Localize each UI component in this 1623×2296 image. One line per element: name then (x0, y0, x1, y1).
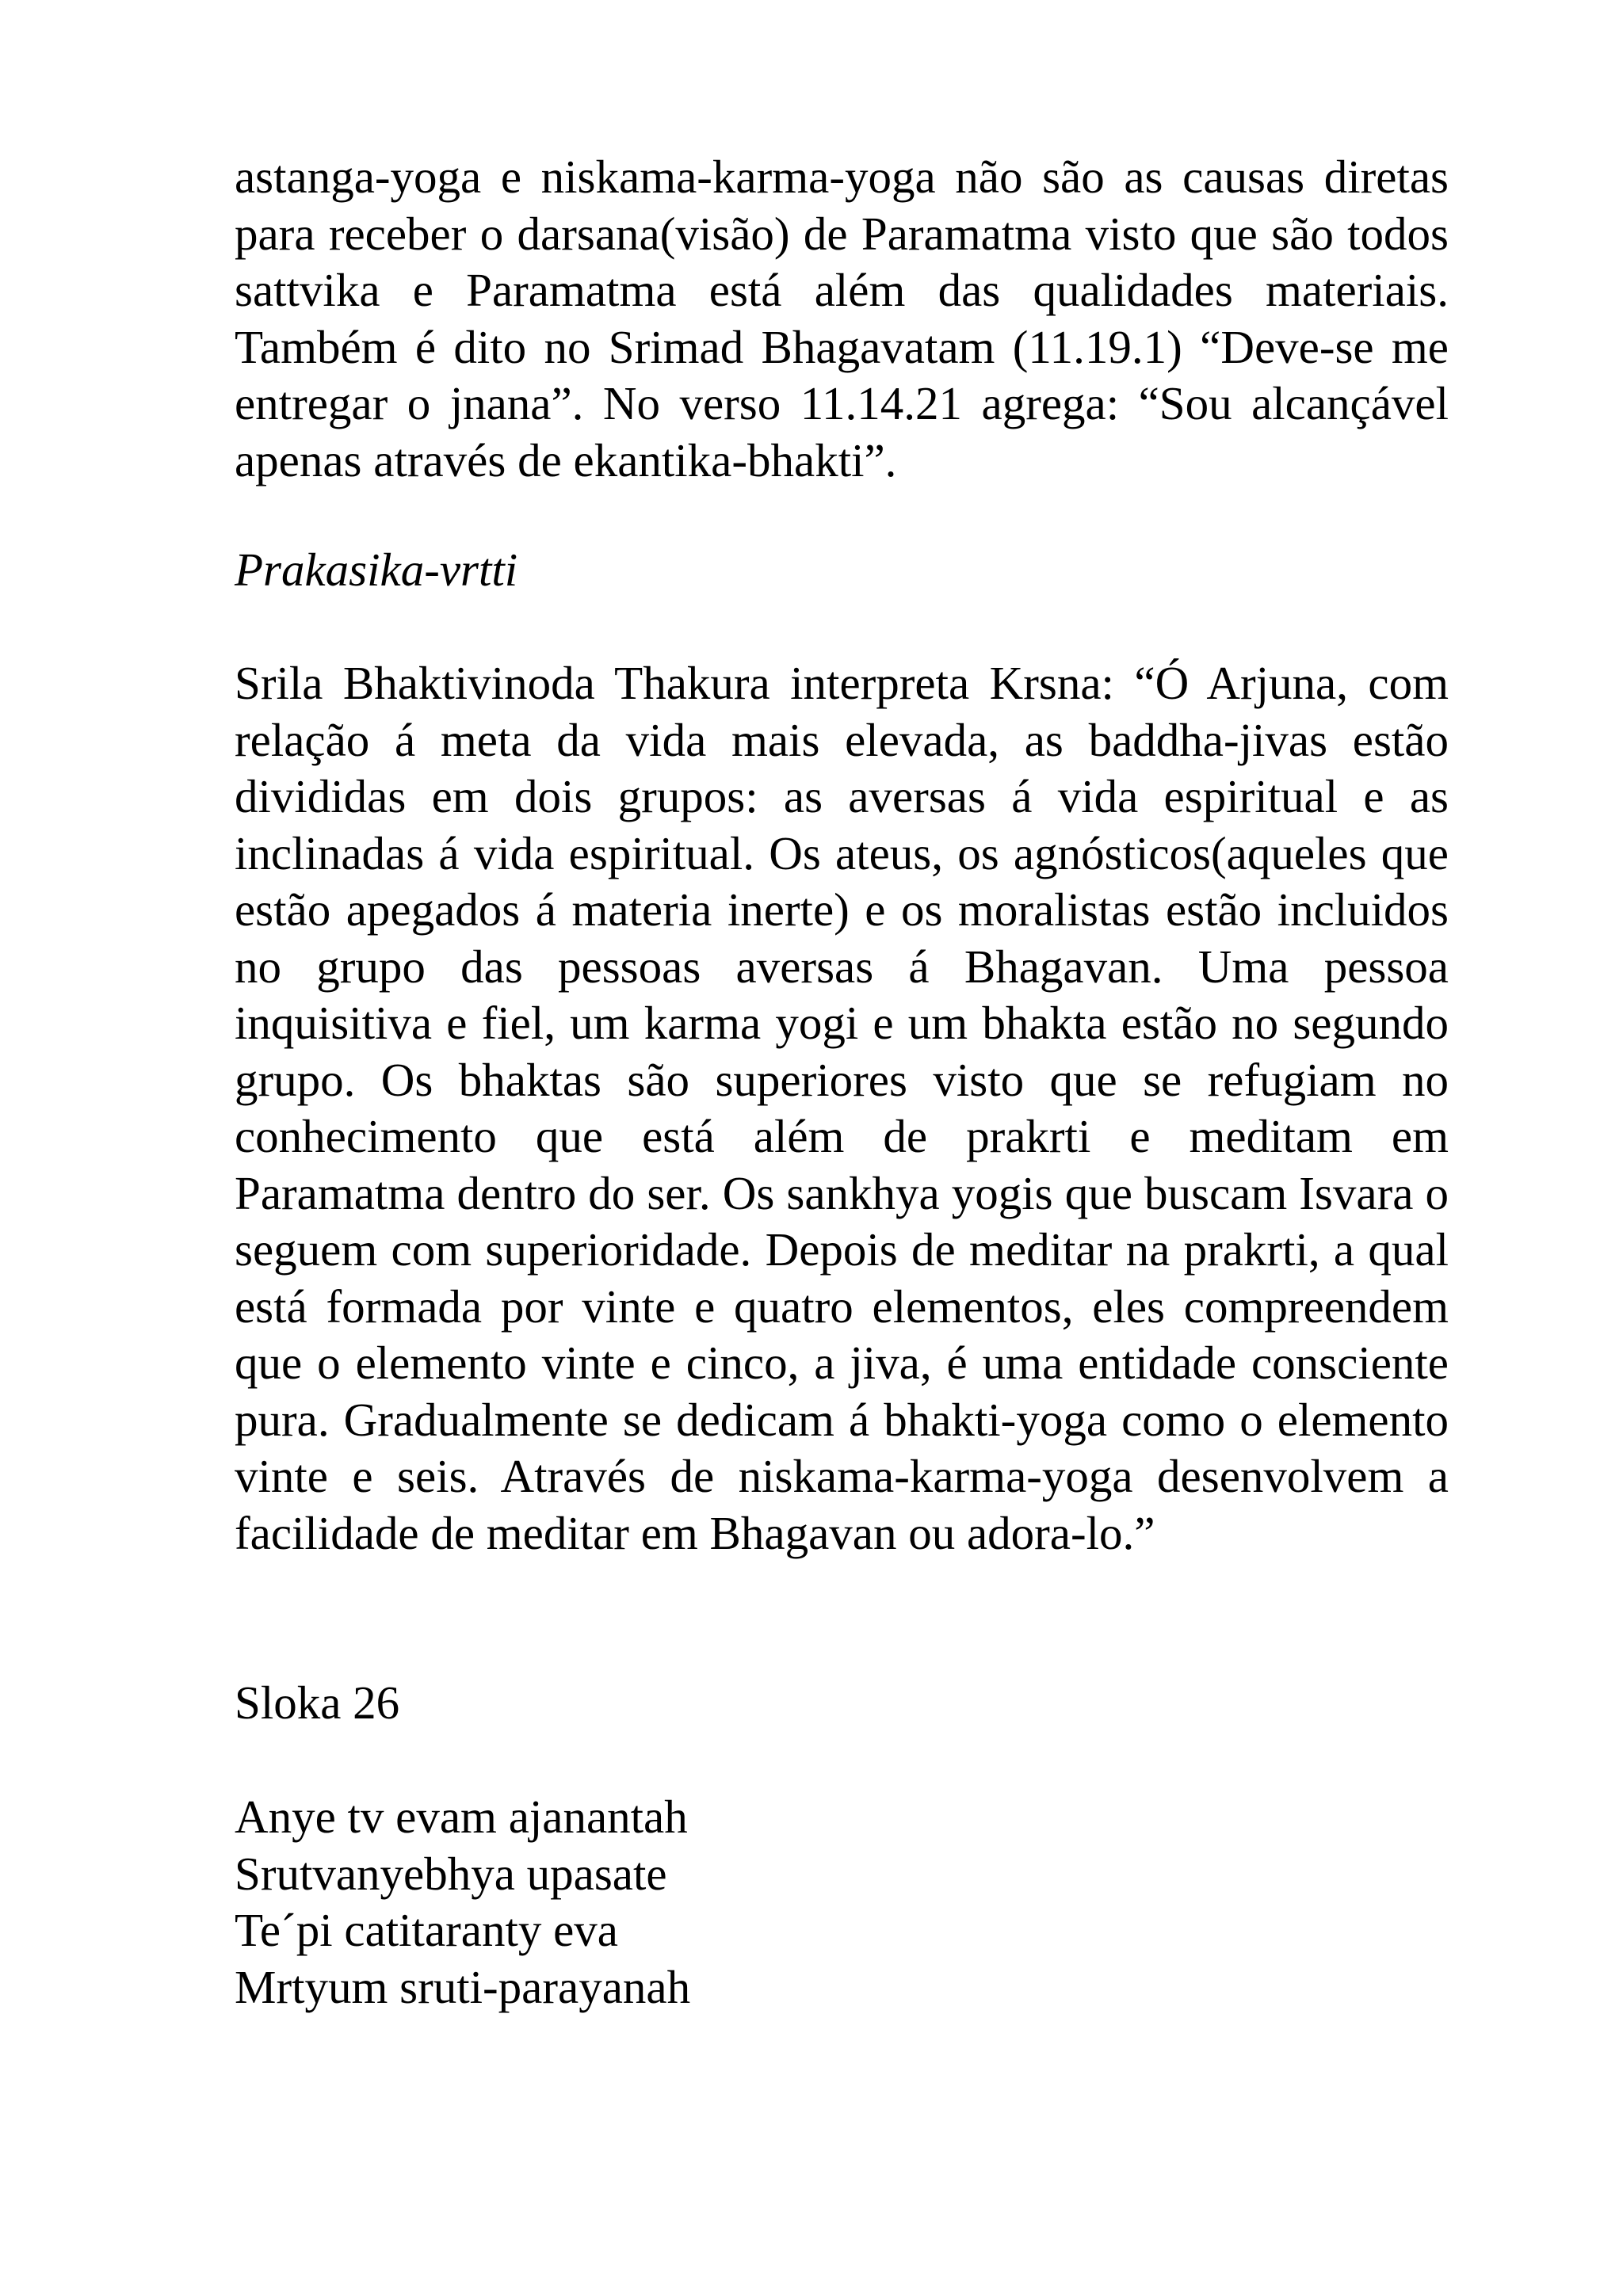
verse-block (235, 1789, 1449, 2016)
verse-line: Srutvanyebhya upasate (235, 1847, 667, 1900)
sloka-title: Sloka 26 (235, 1676, 400, 1729)
intro-section (235, 149, 1449, 489)
commentary-paragraph: Srila Bhaktivinoda Thakura interpreta Krsna: “Ó Arjuna, com relação á meta da vida mais elevada, as baddha-jivas estão divididas em dois grupos: as aversas á vida espiritual e as inclinadas á vida espiritual. Os ateus, os agnósticos(aqueles que estão apegados á materia inerte) e os moralistas estão incluidos no grupo das pessoas aversas á Bhagavan. Uma pessoa inquisitiva e fiel, um karma yogi e um bhakta estão no segundo grupo. Os bhaktas são superiores visto que se refugiam no conhecimento que está além de prakrti e meditam em Paramatma dentro do ser. Os sankhya yogis que buscam Isvara o seguem com superioridade. Depois de meditar na prakrti, a qual está formada por vinte e quatro elementos, eles compreendem que o elemento vinte e cinco, a jiva, é uma entidade consciente pura. Gradualmente se dedicam á bhakti-yoga como o elemento vinte e seis. Através de niskama-karma-yoga desenvolvem a facilidade de meditar em Bhagavan ou adora-lo.” (235, 657, 1449, 1559)
verse-line: Mrtyum sruti-parayanah (235, 1960, 691, 2013)
verse-line: Anye tv evam ajanantah (235, 1791, 688, 1843)
sloka-heading-container (235, 1675, 1449, 1732)
intro-paragraph: astanga-yoga e niskama-karma-yoga não são as causas diretas para receber o darsana(visão) de Paramatma visto que são todos sattvika e Paramatma está além das qualidades materiais. Também é dito no Srimad Bhagavatam (11.19.1) “Deve-se me entregar o jnana”. No verso 11.14.21 agrega: “Sou alcançável apenas através de ekantika-bhakti”. (235, 151, 1449, 486)
section-title: Prakasika-vrtti (235, 543, 518, 596)
commentary-section (235, 655, 1449, 1562)
verse-line: Te´pi catitaranty eva (235, 1904, 618, 1956)
section-heading-container (235, 542, 1449, 599)
